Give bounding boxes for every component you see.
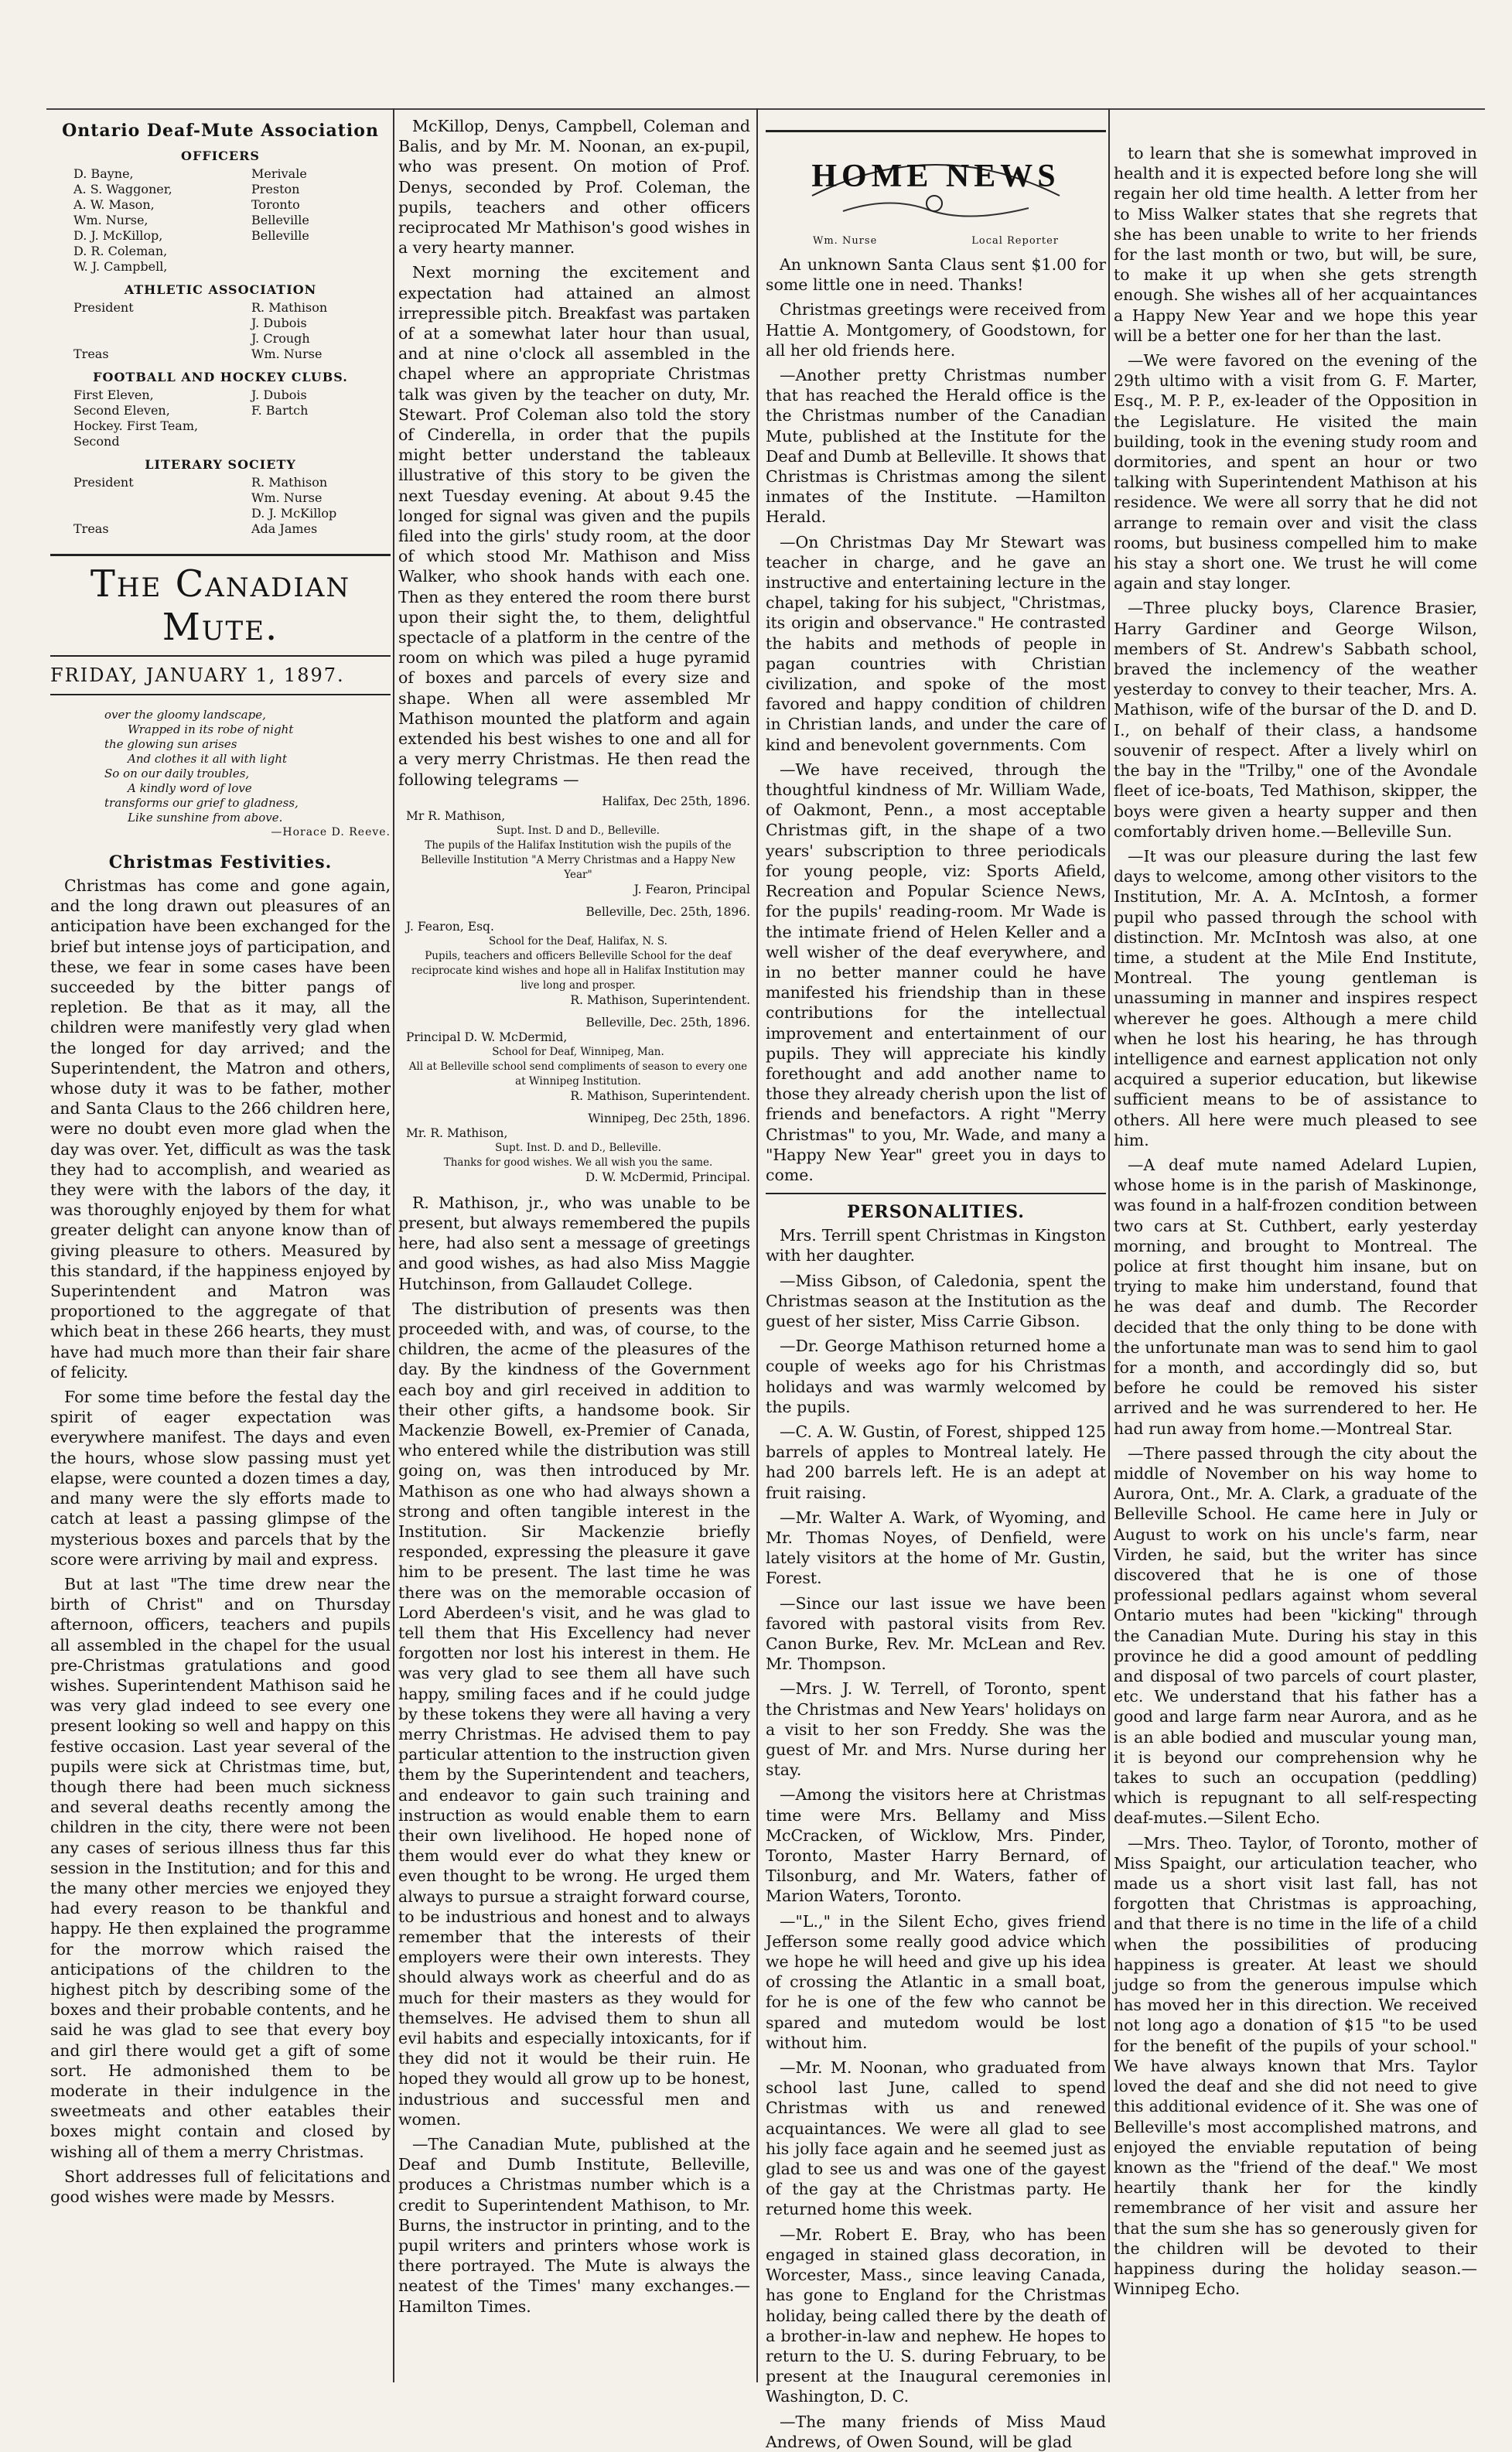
column-4 [1114, 143, 1477, 2409]
personal-item: Mrs. Terrill spent Christmas in Kingston with her daughter. [766, 1226, 1106, 1265]
officer-name: F. Bartch [251, 403, 309, 418]
officer-name: R. Mathison [251, 475, 328, 490]
poem-line: the glowing sun arises [104, 737, 237, 751]
home-news-items [766, 254, 1106, 1185]
officer-role: A. W. Mason, [73, 197, 155, 212]
personal-item: —C. A. W. Gustin, of Forest, shipped 125 barrels of apples to Montreal lately. He had 200 barrels left. He is an adept at fruit raising. [766, 1422, 1106, 1502]
news-item: to learn that she is somewhat improved in health and it is expected before long she will regain her old time health. A letter from her to Miss Walker states that she regrets that she has been unable to write to her friends for the last month or two, but will, be sure, to make it up when she gets strength enough. She wishes all of her acquaintances a Happy New Year and we hope this year will be a better one for her than the last. [1114, 144, 1477, 345]
telegram-body: Thanks for good wishes. We all wish you the same. [443, 1156, 713, 1169]
personalities-items [766, 1225, 1106, 2452]
poem-line: So on our daily troubles, [104, 767, 250, 780]
officer-row [73, 434, 391, 449]
news-items-continued [1114, 143, 1477, 2299]
telegram-recipient: Mr. R. Mathison, [406, 1125, 508, 1140]
telegram [406, 905, 750, 1008]
athletic-list [73, 300, 391, 362]
telegram-signature: R. Mathison, Superintendent. [570, 992, 750, 1007]
poem-line: Like sunshine from above. [128, 811, 283, 825]
news-item: —We have received, through the thoughtful kindness of Mr. William Wade, of Oakmont, Penn., a most acceptable Christmas gift, in the shape of a two years' subscription to three periodicals for young people, viz: Sports Afield, Recreation and Popular Science News, for the pupils' reading-room. Mr Wade is the intimate friend of Helen Keller and a well wisher of the deaf everywhere, and in no better manner could he have manifested his friendship than in these contributions for the intellectual improvement and entertainment of our pupils. They will appreciate his kindly forethought and add another name to those they already cherish upon the list of friends and benefactors. A right "Merry Christmas" to you, Mr. Wade, and many a "Happy New Year" greet you in days to come. [766, 760, 1106, 1184]
news-item: —We were favored on the evening of the 29th ultimo with a visit from G. F. Marter, Esq., M. P. P., ex-leader of the Opposition in the Legislature. He visited the main building, took in the evening study room and dormitories, and spent an hour or two talking with Superintendent Mathison at his residence. We were all sorry that he did not arrange to remain over and visit the class rooms, but business compelled him to make his stay a short one. We trust he will come again and stay longer. [1114, 351, 1477, 593]
masthead: The Canadian Mute. [50, 554, 391, 657]
column-rule [1108, 108, 1110, 2382]
paragraph: The distribution of presents was then proceeded with, and was, of course, to the children, the acme of the pleasures of the day. By the kindness of the Government each boy and girl received in addition to their other gifts, a handsome book. Sir Mackenzie Bowell, ex-Premier of Canada, who entered while the distribution was still going on, was then introduced by Mr. Mathison as one who had always shown a strong and often tangible interest in the Institution. Sir Mackenzie briefly responded, expressing the pleasure it gave him to be present. The last time he was there was on the memorable occasion of Lord Aberdeen's visit, and he was glad to tell them that His Excellency had never forgotten nor lost his interest in them. He was very glad to see them all have such happy, smiling faces and if he could judge by these tokens they were all having a very merry Christmas. He advised them to pay particular attention to the instruction given them by the Superintendent and teachers, and endeavor to gain such training and instruction as would enable them to earn their own livelihood. He hoped none of them would ever do what they knew or even thought to be wrong. He urged them always to pursue a straight forward course, to be industrious and honest and to always remember that the interests of their employers were their own interests. They should always work as cheerful and do as much for their masters as they would for themselves. He advised them to shun all evil habits and especially intoxicants, for if they did not it would be their ruin. He hoped they would all grow up to be honest, industrious and successful men and women. [398, 1299, 750, 2129]
officer-role: Treas [73, 521, 109, 536]
personal-item: —Since our last issue we have been favored with pastoral visits from Rev. Canon Burke, Rev. Mr. McLean and Rev. Mr. Thompson. [766, 1593, 1106, 1674]
officer-row [73, 316, 391, 331]
news-item: An unknown Santa Claus sent $1.00 for some little one in need. Thanks! [766, 255, 1106, 295]
poem [104, 708, 391, 840]
personal-item: —The many friends of Miss Maud Andrews, of Owen Sound, will be glad [766, 2412, 1106, 2451]
officer-role: D. J. McKillop, [73, 228, 163, 243]
poem-attribution: —Horace D. Reeve. [271, 826, 391, 838]
officer-name: Preston [251, 182, 300, 196]
officer-row [73, 259, 391, 275]
officer-row [73, 197, 391, 213]
news-item: —It was our pleasure during the last few days to welcome, among other visitors to the Institution, Mr. A. A. McIntosh, a former pupil who passed through the school with distinction. Mr. McIntosh was also, at one time, a student at the Mile End Institute, Montreal. The young gentleman is unassuming in manner and inspires respect wherever he goes. Although a mere child when he lost his hearing, he has through intelligence and earnest application not only acquired a superior education, but likewise sufficient means to be of assistance to others. All here were much pleased to see him. [1114, 846, 1477, 1149]
poem-line: transforms our grief to gladness, [104, 796, 299, 810]
officer-row [73, 418, 391, 434]
news-item: —Another pretty Christmas number that has reached the Herald office is the the Christmas number of the Canadian Mute, published at the Institute for the Deaf and Dumb at Belleville. It shows that Christmas is Christmas among the silent inmates of the Institute. —Hamilton Herald. [766, 366, 1106, 527]
telegram-date: Belleville, Dec. 25th, 1896. [585, 1015, 750, 1030]
telegram [406, 1112, 750, 1185]
telegram-date: Winnipeg, Dec 25th, 1896. [588, 1111, 750, 1125]
telegram [406, 1016, 750, 1104]
officer-name: D. J. McKillop [251, 506, 337, 521]
paragraph: R. Mathison, jr., who was unable to be present, but always remembered the pupils here, had also sent a message of greetings and good wishes, as had also Miss Maggie Hutchinson, from Gallaudet College. [398, 1193, 750, 1293]
officer-name: J. Dubois [251, 316, 307, 330]
logo-title: HOME NEWS [811, 159, 1060, 194]
officer-name: Toronto [251, 197, 300, 212]
officer-row [73, 213, 391, 228]
athletic-heading: ATHLETIC ASSOCIATION [124, 282, 317, 297]
festivities-article [50, 876, 391, 2207]
paragraph: Christmas has come and gone again, and the long drawn out pleasures of an anticipation have been exchanged for the brief but intense joys of participation, and these, we fear in some cases have been succeeded by the bitter pangs of repletion. Be that as it may, all the children were manifestly very glad when the longed for day arrived; and the Superintendent, the Matron and others, whose duty it was to be father, mother and Santa Claus to the 266 children here, were no doubt even more glad when the day was over. Yet, difficult as was the task they had to accomplish, and wearied as they were with the labors of the day, it was thoroughly enjoyed by them for what greater delight can anyone know than of giving pleasure to others. Measured by this standard, if the happiness enjoyed by Superintendent and Matron was proportioned to the aggregate of that which beat in these 266 hearts, they must have had much more than their fair share of felicity. [50, 876, 391, 1381]
paragraph: McKillop, Denys, Campbell, Coleman and Balis, and by Mr. M. Noonan, an ex-pupil, who was present. On motion of Prof. Denys, seconded by Prof. Coleman, the pupils, teachers and other officers reciprocated Mr Mathison's good wishes in a very hearty manner. [398, 117, 750, 258]
telegram-recipient: J. Fearon, Esq. [406, 919, 494, 934]
officer-name [251, 259, 391, 275]
officer-row [73, 166, 391, 182]
telegram-address: Supt. Inst. D and D., Belleville. [497, 824, 660, 837]
personal-item: —Mr. Walter A. Wark, of Wyoming, and Mr. Thomas Noyes, of Denfield, were lately visitors at the home of Mr. Gustin, Forest. [766, 1508, 1106, 1588]
column-3 [766, 130, 1106, 2451]
telegram [406, 794, 750, 897]
column-2 [398, 116, 750, 2382]
officer-role: D. R. Coleman, [73, 244, 168, 258]
officer-role: W. J. Campbell, [73, 259, 168, 274]
personal-item: —"L.," in the Silent Echo, gives friend Jefferson some really good advice which we hope he will heed and give up his idea of crossing the Atlantic in a small boat, for he is one of the few who cannot be spared and mutedom would be lost without him. [766, 1911, 1106, 2052]
news-item: —On Christmas Day Mr Stewart was teacher in charge, and he gave an instructive and entertaining lecture in the chapel, taking for his subject, "Christmas, its origin and observance." He contrasted the habits and methods of people in pagan countries with Christian civilization, and spoke of the most favored and happy condition of children in Christian lands, and under the care of kind and benevolent governments. Com [766, 532, 1106, 754]
personal-item: —Mr. M. Noonan, who graduated from school last June, called to spend Christmas with us and renewed acquaintances. We were all glad to see his jolly face again and he seemed just as glad to see us and was one of the gayest of the gay at the Christmas party. He returned home this week. [766, 2058, 1106, 2219]
telegram-signature: D. W. McDermid, Principal. [585, 1170, 750, 1184]
officers-heading: OFFICERS [181, 149, 260, 163]
officer-row [73, 331, 391, 347]
officers-list [73, 166, 391, 275]
paragraph: But at last "The time drew near the birth of Christ" and on Thursday afternoon, officers, teachers and pupils all assembled in the chapel for the usual pre-Christmas gratulations and good wishes. Superintendent Mathison said he was very glad indeed to see every one present looking so well and happy on this festive occasion. Last year several of the pupils were sick at Christmas time, but, though there had been much sickness and several deaths recently among the children in the city, there were not been any cases of serious illness thus far this session in the Institution; and for this and the many other mercies we enjoyed they had every reason to be thankful and happy. He then explained the programme for the morrow which raised the anticipations of the children to the highest pitch by describing some of the boxes and their probable contents, and he said he was glad to see that every boy and girl there would get a gift of some sort. He admonished them to be moderate in their indulgence in the sweetmeats and other eatables their boxes might contain and closed by wishing all of them a merry Christmas. [50, 1574, 391, 2161]
personalities-title: PERSONALITIES. [766, 1193, 1106, 1222]
officer-row [73, 300, 391, 316]
telegram-address: School for the Deaf, Halifax, N. S. [489, 934, 667, 948]
logo-right-caption: Local Reporter [971, 235, 1059, 247]
personal-item: —Mrs. J. W. Terrell, of Toronto, spent the Christmas and New Years' holidays on a visit to her son Freddy. She was the guest of Mr. and Mrs. Nurse during her stay. [766, 1679, 1106, 1780]
officer-role: President [73, 475, 134, 490]
article-continued [398, 116, 750, 790]
officer-name [251, 418, 391, 434]
poem-line: A kindly word of love [128, 781, 252, 795]
officer-role: Second [73, 434, 120, 449]
officer-row [73, 490, 391, 506]
officer-role: Hockey. First Team, [73, 418, 199, 433]
logo-left-caption: Wm. Nurse [812, 235, 878, 247]
news-item: —Mrs. Theo. Taylor, of Toronto, mother of Miss Spaight, our articulation teacher, who made us a short visit last fall, has not forgotten that Christmas is approaching, and that there is no time in the life of a child when the possibilities of producing happiness is greater. At least we should judge so from the generous impulse which has moved her in this direction. We received not long ago a donation of $15 "to be used for the benefit of the pupils of your school." We have always known that Mrs. Taylor loved the deaf and she did not need to give this additional evidence of it. She was one of Belleville's most accomplished matrons, and enjoyed the enviable reputation of being known as the "friend of the deaf." We most heartily thank her for the kindly remembrance of her visit and assure her that the sum she has so generously given for the children will be devoted to their happiness during the holiday season.—Winnipeg Echo. [1114, 1833, 1477, 2299]
telegram-recipient: Mr R. Mathison, [406, 808, 506, 823]
officer-row [73, 182, 391, 197]
officer-row [73, 521, 391, 537]
officer-name: Belleville [251, 228, 309, 243]
telegram-body: The pupils of the Halifax Institution wish the pupils of the Belleville Institution "A Merry Christmas and a Happy New Year" [421, 838, 736, 881]
hockey-heading: FOOTBALL AND HOCKEY CLUBS. [93, 370, 348, 384]
article-continued-2 [398, 1193, 750, 2317]
officer-name: Wm. Nurse [251, 347, 323, 361]
paragraph: For some time before the festal day the spirit of eager expectation was everywhere manifest. The days and even the hours, whose slow passing must yet elapse, were counted a dozen times a day, and many were the sly efforts made to catch at least a passing glimpse of the mysterious boxes and parcels that by the score were arriving by mail and express. [50, 1388, 391, 1569]
news-item: Christmas greetings were received from Hattie A. Montgomery, of Goodstown, for all her old friends here. [766, 300, 1106, 360]
hockey-list [73, 388, 391, 449]
poem-line: Wrapped in its robe of night [128, 722, 294, 736]
officer-role: First Eleven, [73, 388, 154, 402]
news-item: —There passed through the city about the middle of November on his way home to Aurora, Ont., Mr. A. Clark, a graduate of the Belleville School. He came here in July or August to work on his uncle's farm, near Virden, he said, but the writer has since discovered that he is one of those professional pedlars against whom several Ontario mutes had been "kicking" through the Canadian Mute. During his stay in this province he did a good amount of peddling and disposal of two parcels of court plaster, etc. We understand that his father has a good and large farm near Aurora, and as he is an able bodied and muscular young man, it is beyond our comprehension why he takes to such an occupation (peddling) which is repugnant to all self-respecting deaf-mutes.—Silent Echo. [1114, 1443, 1477, 1828]
association-title: Ontario Deaf-Mute Association [62, 121, 379, 141]
news-item: —A deaf mute named Adelard Lupien, whose home is in the parish of Maskinonge, was found in a half-frozen condition between two cars at St. Cuthbert, early yesterday morning, and brought to Montreal. The police at first thought him insane, but on trying to make him understand, found that he was deaf and dumb. The Recorder decided that the only thing to be done with the unfortunate man was to send him to gaol for a month, and accordingly did so, but before he could be removed his sister arrived and he was surrendered to her. He had run away from home.—Montreal Star. [1114, 1155, 1477, 1438]
officer-name [251, 434, 391, 449]
column-rule [393, 108, 394, 2382]
poem-line: over the gloomy landscape, [104, 708, 266, 722]
officer-role: Treas [73, 347, 109, 361]
personal-item: —Mr. Robert E. Bray, who has been engaged in stained glass decoration, in Worcester, Mass., since leaving Canada, has gone to England for the Christmas holiday, being called there by the death of a brother-in-law and nephew. He hopes to return to the U. S. during February, to be present at the Inaugural ceremonies in Washington, D. C. [766, 2225, 1106, 2406]
officer-row [73, 228, 391, 244]
paragraph: Next morning the excitement and expectation had attained an almost irrepressible pitch. Breakfast was partaken of at a somewhat later hour than usual, and at nine o'clock all assembled in the chapel where an appropriate Christmas talk was given by the teacher on duty, Mr. Stewart. Prof Coleman also told the story of Cinderella, in order that the pupils might better understand the tableaux illustrative of this story to be given the next Tuesday evening. At about 9.45 the longed for signal was given and the pupils filed into the girls' study room, at the door of which stood Mr. Mathison and Miss Walker, who shook hands with each one. Then as they entered the room there burst upon their sight the, to them, delightful spectacle of a platform in the centre of the room on which was piled a huge pyramid of boxes and parcels of every size and shape. When all were assembled Mr Mathison mounted the platform and again extended his best wishes to one and all for a very merry Christmas. He then read the following telegrams — [398, 263, 750, 789]
telegram-body: Pupils, teachers and officers Belleville School for the deaf reciprocate kind wishes and hope all in Halifax Institution may live long and prosper. [411, 949, 745, 992]
top-rule [46, 108, 1485, 110]
telegram-recipient: Principal D. W. McDermid, [406, 1030, 568, 1044]
paragraph: Short addresses full of felicitations and good wishes were made by Messrs. [50, 2167, 391, 2206]
officer-name: J. Crough [251, 331, 310, 346]
festivities-title: Christmas Festivities. [108, 852, 333, 873]
personal-item: —Among the visitors here at Christmas time were Mrs. Bellamy and Miss McCracken, of Wicklow, Mrs. Pinder, Toronto, Master Harry Bernard, of Tilsonburg, and Mr. Waters, father of Marion Waters, Toronto. [766, 1785, 1106, 1906]
column-rule [756, 108, 758, 2382]
officer-role: Second Eleven, [73, 403, 170, 418]
officer-role: President [73, 300, 134, 315]
personal-item: —Dr. George Mathison returned home a couple of weeks ago for his Christmas holidays and was warmly welcomed by the pupils. [766, 1337, 1106, 1416]
dateline: FRIDAY, JANUARY 1, 1897. [50, 664, 391, 695]
telegram-address: Supt. Inst. D. and D., Belleville. [495, 1141, 661, 1154]
officer-row [73, 347, 391, 362]
officer-name: J. Dubois [251, 388, 307, 402]
telegram-date: Belleville, Dec. 25th, 1896. [585, 904, 750, 919]
officer-name: Ada James [251, 521, 318, 536]
officer-row [73, 506, 391, 521]
poem-line: And clothes it all with light [128, 752, 288, 766]
literary-heading: LITERARY SOCIETY [145, 457, 296, 472]
telegram-date: Halifax, Dec 25th, 1896. [602, 794, 750, 808]
officer-row [73, 388, 391, 403]
officer-role: D. Bayne, [73, 166, 134, 181]
telegram-signature: R. Mathison, Superintendent. [570, 1088, 750, 1103]
column-1 [50, 116, 391, 2382]
officer-role: Wm. Nurse, [73, 213, 148, 227]
literary-list [73, 475, 391, 537]
officer-row [73, 403, 391, 418]
officer-row [73, 475, 391, 490]
news-item: —Three plucky boys, Clarence Brasier, Harry Gardiner and George Wilson, members of St. Andrew's Sabbath school, braved the inclemency of the weather yesterday to convey to their teacher, Mrs. A. Mathison, wife of the bursar of the D. and D. I., on behalf of their class, a handsome souvenir of respect. After a lively whirl on the bay in the "Trilby," one of the Avondale fleet of ice-boats, Ted Mathison, skipper, the boys were given a hearty supper and then comfortably driven home.—Belleville Sun. [1114, 599, 1477, 841]
officer-name [251, 244, 391, 259]
home-news-logo [766, 130, 1106, 248]
paragraph: —The Canadian Mute, published at the Deaf and Dumb Institute, Belleville, produces a Christmas number which is a credit to Superintendent Mathison, to Mr. Burns, the instructor in printing, and to the pupil writers and printers whose work is there portrayed. The Mute is always the neatest of the Times' many exchanges.—Hamilton Times. [398, 2135, 750, 2316]
personal-item: —Miss Gibson, of Caledonia, spent the Christmas season at the Institution as the guest of her sister, Miss Carrie Gibson. [766, 1271, 1106, 1330]
telegram-signature: J. Fearon, Principal [633, 882, 750, 896]
telegram-body: All at Belleville school send compliments of season to every one at Winnipeg Institution. [408, 1060, 748, 1088]
telegram-address: School for Deaf, Winnipeg, Man. [492, 1045, 664, 1058]
officer-row [73, 244, 391, 259]
officer-role: A. S. Waggoner, [73, 182, 172, 196]
officer-name: Wm. Nurse [251, 490, 323, 505]
officer-name: Merivale [251, 166, 307, 181]
officer-name: Belleville [251, 213, 309, 227]
telegrams [398, 794, 750, 1185]
officer-name: R. Mathison [251, 300, 328, 315]
